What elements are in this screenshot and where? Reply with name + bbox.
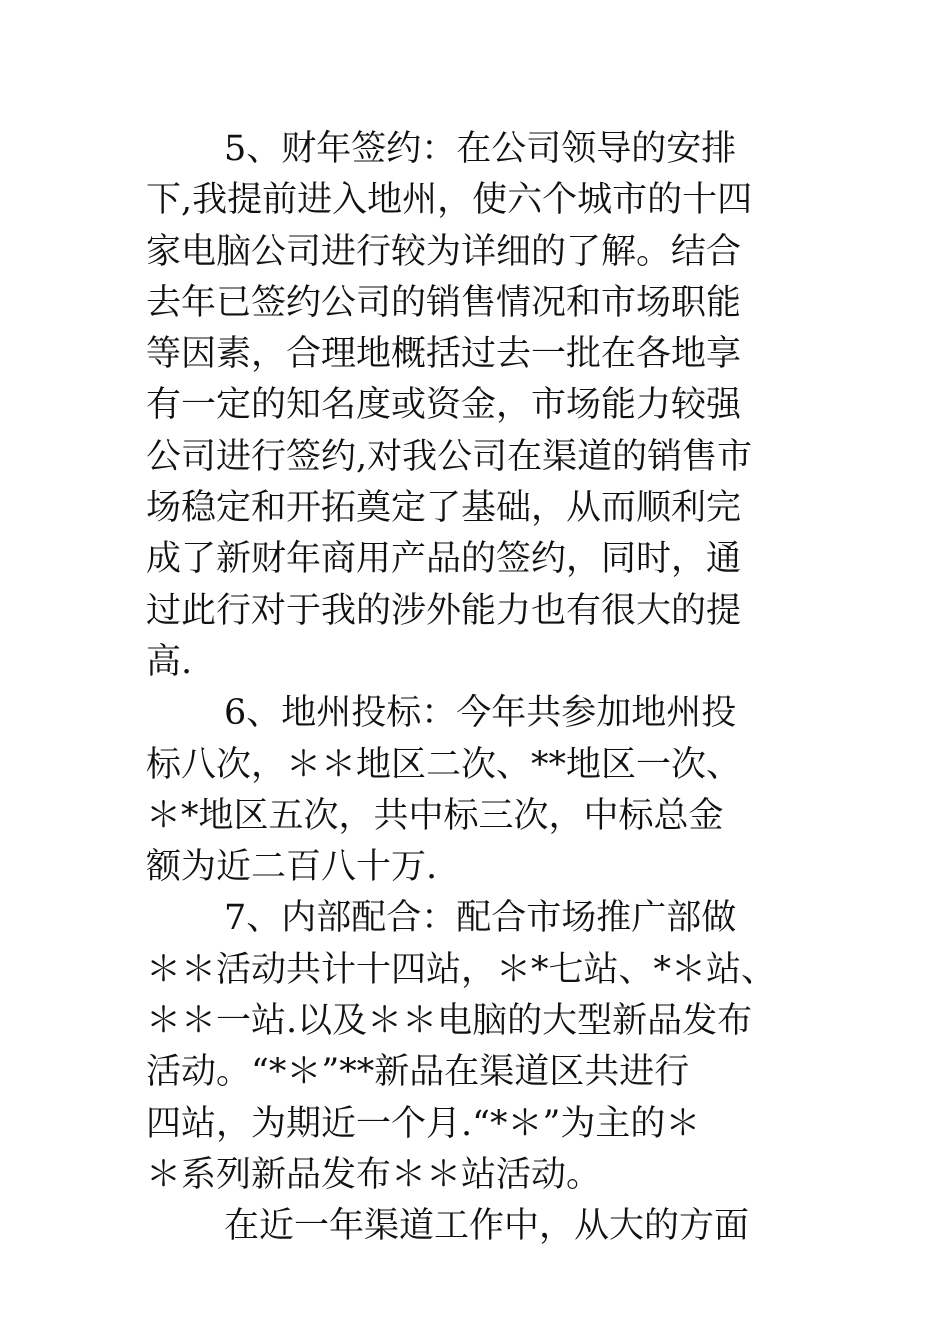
paragraph-first-line: 在近一年渠道工作中，从大的方面	[224, 1206, 750, 1247]
text-line: 去年已签约公司的销售情况和市场职能	[146, 282, 742, 323]
text-line: 公司进行签约,对我公司在渠道的销售市	[146, 436, 753, 477]
text-line: 过此行对于我的涉外能力也有很大的提	[146, 590, 742, 631]
text-line: 有一定的知名度或资金，市场能力较强	[146, 385, 742, 426]
paragraph-first-line: 7、内部配合：配合市场推广部做	[224, 898, 737, 939]
text-line: 活动。“*＊”**新品在渠道区共进行	[146, 1052, 690, 1093]
text-line: ＊＊一站.以及＊＊电脑的大型新品发布	[146, 1001, 753, 1042]
text-line: 成了新财年商用产品的签约，同时，通	[146, 539, 742, 580]
text-line: 等因素，合理地概括过去一批在各地享	[146, 334, 742, 375]
paragraph-first-line: 6、地州投标：今年共参加地州投	[224, 693, 737, 734]
text-line: 额为近二百八十万.	[146, 847, 438, 888]
text-line: ＊系列新品发布＊＊站活动。	[146, 1154, 602, 1195]
paragraph-first-line: 5、财年签约：在公司领导的安排	[224, 129, 737, 169]
text-line: 高.	[146, 641, 193, 682]
text-line: 下,我提前进入地州，使六个城市的十四	[146, 180, 753, 221]
text-line: 标八次，＊＊地区二次、**地区一次、	[146, 744, 742, 785]
text-line: ＊*地区五次，共中标三次，中标总金	[146, 795, 724, 836]
text-line: 四站，为期近一个月.“*＊”为主的＊	[146, 1103, 701, 1144]
text-line: 场稳定和开拓奠定了基础，从而顺利完	[146, 488, 742, 529]
document-body-text	[146, 124, 846, 1253]
text-line: ＊＊活动共计十四站，＊*七站、*＊站、	[146, 949, 777, 990]
text-line: 家电脑公司进行较为详细的了解。结合	[146, 231, 742, 272]
